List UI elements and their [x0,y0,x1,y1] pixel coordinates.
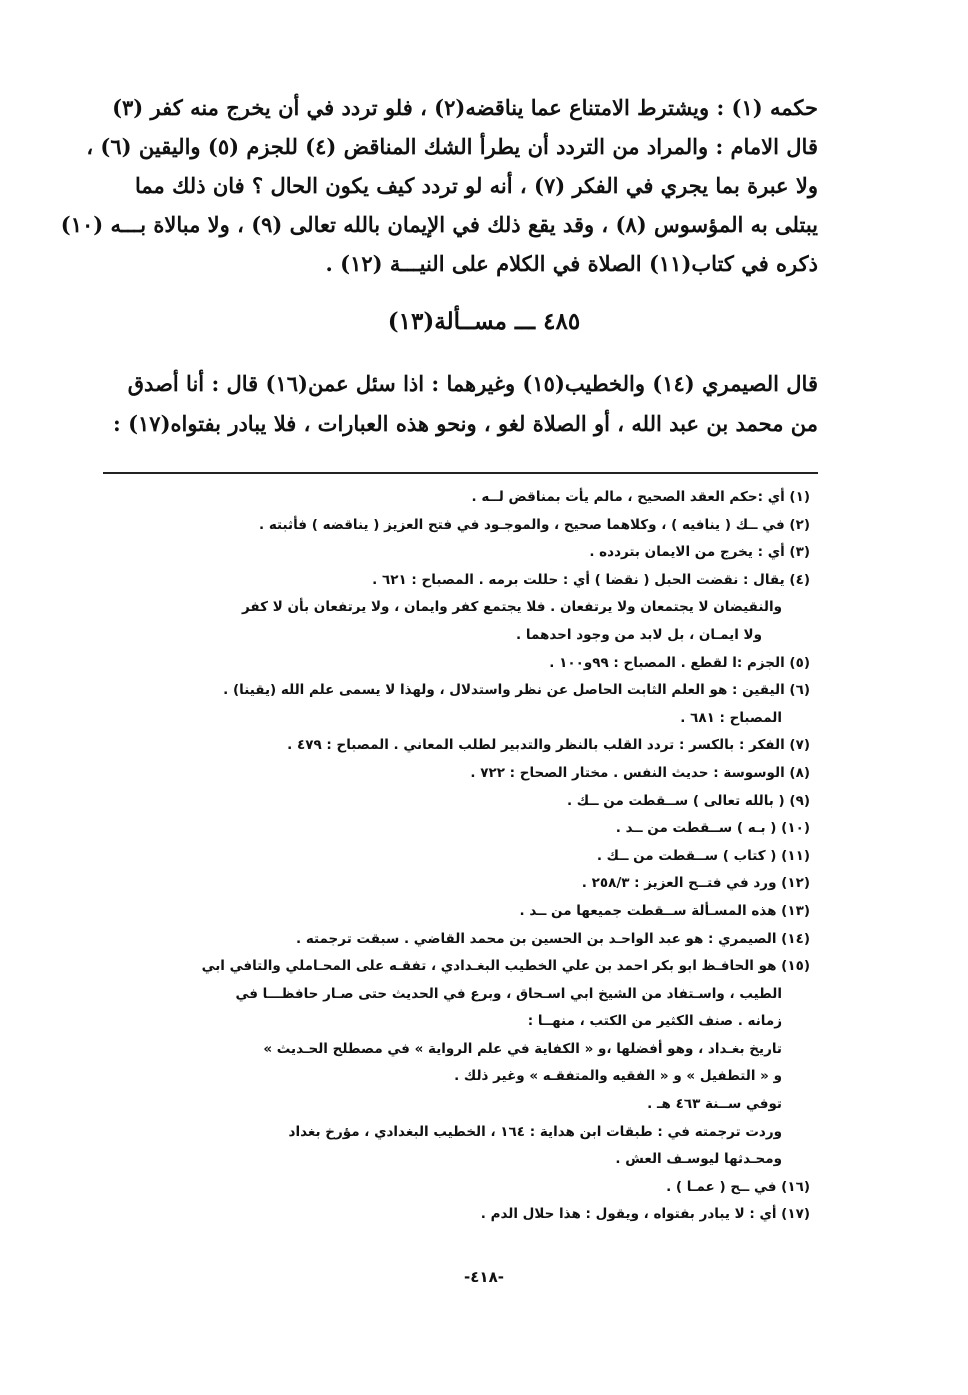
footnote-line: المصباح : ٦٨١ . [680,709,782,726]
footnote-line: و « التطفيل » و « الفقيه والمتفقـه » وغير ذلك . [454,1068,782,1085]
footnotes [95,484,810,1229]
footnote-line: (٤) يقال : نقضت الحبل ( نقضا ) أي : حللت برمه . المصباح : ٦٢١ . [372,571,810,588]
footnote-line: الطيب ، واسـتفاد من الشيخ ابي اسـحاق ، وبرع في الحديث حتى صـار حافظـــا في [235,985,782,1002]
footnote-line: (١٦) في ــح ( عمـا ) . [666,1178,810,1195]
section-heading: ٤٨٥ ـــ مســألة(١٣) [387,308,581,335]
text-line: يبتلى به المؤسوس (٨) ، وقد يقع ذلك في الإيمان بالله تعالى (٩) ، ولا مبالاة بـــه (١٠) [60,212,818,237]
footnote-line: (١٢) ورد في فتــح العزيز : ٢٥٨/٣ . [581,875,810,892]
footnote-line: (١٣) هذه المسـألة ســقطت جميعها من ــد . [519,902,810,919]
footnote-line: (٨) الوسوسة : حديث النفس . مختار الصحاح : ٧٢٢ . [470,764,810,781]
footnote-line: (٥) الجزم :ا لقطع . المصباح : ٩٩و١٠٠ . [549,654,810,671]
footnote-line: (١١) ( كتاب ) ســقطت من ــك . [596,847,810,864]
footnote-line: (١٥) هو الحافـظ ابو بكر احمد بن علي الخطيب البغـدادي ، تفقـه على المحـاملي والتافي ابي [201,958,810,975]
footnote-line: زمانه . صنف الكثير من الكتب ، منهــا : [527,1013,782,1030]
text-line: قال الامام : والمراد من التردد أن يطرأ الشك المناقض (٤) للجزم (٥) واليقين (٦) ، [86,134,818,159]
text-line: ولا عبرة بما يجري في الفكر (٧) ، أنه لو تردد كيف يكون الحال ؟ فان ذلك مما [135,173,818,198]
footnote-line: وردت ترجمته في : طبقات ابن هداية : ١٦٤ ، الخطيب البغدادي ، مؤرخ بغداد [288,1123,782,1140]
main-paragraph [60,88,818,283]
footnote-line: (١٠) ( بـه ) ســقطت من ــد . [615,820,810,837]
text-line: حكمه (١) : ويشترط الامتناع عما يناقضه(٢) ، فلو تردد في أن يخرج منه كفر (٣) [112,95,818,120]
text-line: من محمد بن عبد الله ، أو الصلاة لغو ، ونحو هذه العبارات ، فلا يبادر بفتواه(١٧) : [113,411,818,436]
page-number: -٤١٨- [464,1268,504,1286]
footnote-line: (٦) اليقين : هو العلم الثابت الحاصل عن نظر واستدلال ، ولهذا لا يسمى علم الله (يقينا) . [223,682,810,699]
text-line: ذكره في كتاب(١١) الصلاة في الكلام على النيـــة (١٢) . [325,251,818,276]
footnote-line: ولا ايمـان ، بل لابد من وجود احدهما . [516,626,762,643]
text-line: قال الصيمري (١٤) والخطيب(١٥) وغيرهما : اذا سئل عمن(١٦) قال : أنا أصدق [127,371,818,396]
footnote-line: (٣) أي : يخرج من الايمان بتردده . [589,544,810,561]
second-paragraph [100,364,818,444]
footnote-line: ومحـدثها ليوسـف العش . [615,1151,782,1168]
footnote-line: (١٤) الصيمري : هو عبد الواحـد بن الحسين بن محمد القاضي . سبقت ترجمته . [295,930,810,947]
footnote-line: (١٧) أي : لا يبادر بفتواه ، ويقول : هذا حلال الدم . [480,1206,810,1223]
footnote-line: (٢) في ــك ( ينافيه ) ، وكلاهما صحيح ، والموجـود في فتح العزيز ( يناقضه ) فأثبته . [259,516,810,533]
footnote-line: والنقيضان لا يجتمعان ولا يرتفعان . فلا يجتمع كفر وايمان ، ولا يرتفعان بأن لا كفر [242,599,782,616]
footnote-divider [103,472,818,474]
footnote-line: تاريخ بغـداد ، وهو أفضلها ،و « الكفاية في علم الرواية » في مصطلح الحـديث » [263,1040,782,1057]
footnote-line: (٩) ( بالله تعالى ) ســقطت من ــك . [566,792,810,809]
footnote-line: (١) أي :حكم العقد الصحيح ، مالم يأت بمناقض لــه . [471,489,810,505]
footnote-line: (٧) الفكر : بالكسر : تردد القلب بالنظر والتدبير لطلب المعاني . المصباح : ٤٧٩ . [287,737,810,754]
footnote-line: توفي ســنة ٤٦٣ هـ . [647,1096,782,1113]
